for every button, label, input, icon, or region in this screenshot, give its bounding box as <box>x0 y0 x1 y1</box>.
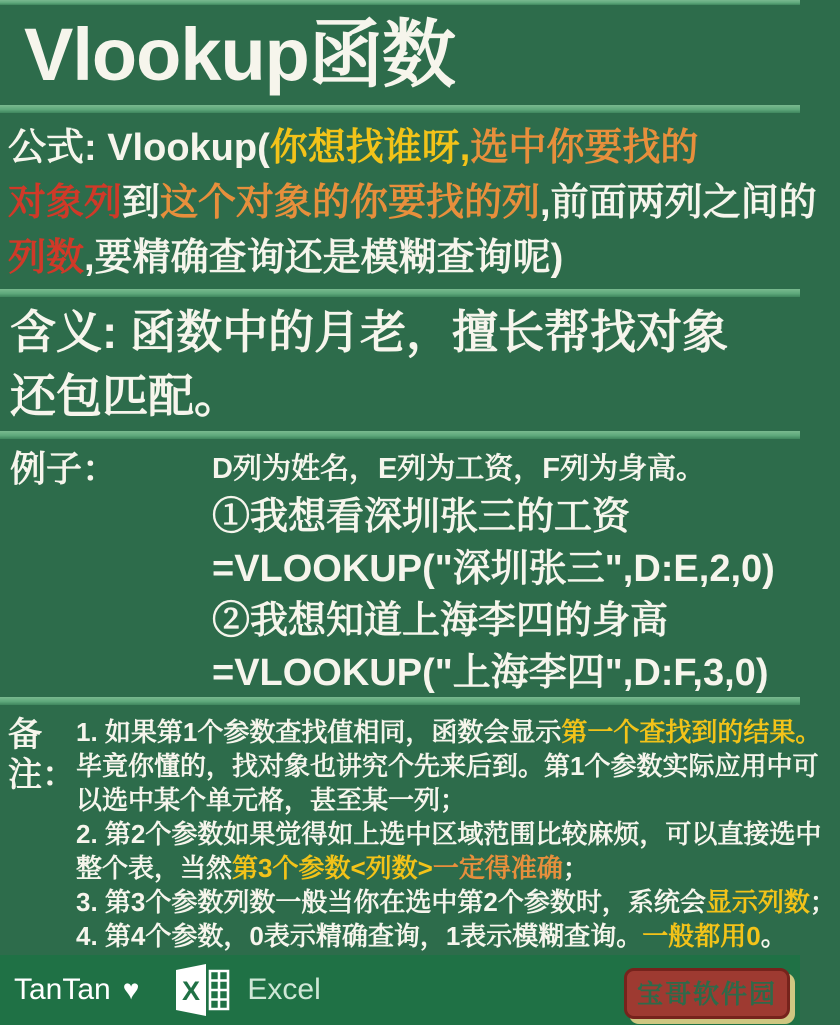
notes-label: 备注： <box>8 716 76 794</box>
text-segment: 显示列数 <box>705 887 810 917</box>
text-segment: ,前面两列之间的 <box>540 182 817 224</box>
text-segment: ； <box>809 887 836 917</box>
text-segment: 1. 如果第1个参数查找值相同，函数会显示 <box>76 717 562 747</box>
section-divider <box>0 431 800 439</box>
text-segment: 你想找谁呀 <box>269 127 460 169</box>
watermark-badge <box>624 968 790 1019</box>
heart-icon: ♥ <box>122 974 140 1005</box>
text-segment: 第3个参数<列数> <box>232 853 433 883</box>
text-segment: 第一个查找到的结果。 <box>561 717 822 747</box>
text-segment: 到 <box>122 182 161 224</box>
section-example <box>0 439 800 697</box>
text-segment: 以选中某个单元格，甚至某一列； <box>76 785 467 815</box>
note-line <box>76 885 836 919</box>
formula-line <box>8 121 792 176</box>
section-formula <box>0 113 817 289</box>
text-segment: 这个对象的你要找的列 <box>160 182 541 224</box>
text-segment: ； <box>562 853 589 883</box>
text-segment: 列数 <box>8 237 85 279</box>
text-segment: , <box>459 127 471 169</box>
section-divider <box>0 105 800 113</box>
footer <box>0 955 800 1025</box>
note-line <box>76 851 836 885</box>
text-segment: 3. 第3个参数列数一般当你在选中第2个参数时，系统会 <box>76 887 706 917</box>
section-divider <box>0 289 800 297</box>
text-segment: 整个表，当然 <box>76 853 233 883</box>
text-segment: 选中你要找的 <box>470 127 699 169</box>
meaning-line: 还包匹配。 <box>10 370 240 422</box>
note-line <box>76 715 836 749</box>
meaning-line: 含义: 函数中的月老，擅长帮找对象 <box>10 306 729 358</box>
brand-text: TanTan <box>14 973 111 1006</box>
excel-label: Excel <box>247 973 321 1006</box>
notes-content <box>76 715 840 955</box>
formula-line <box>8 176 817 231</box>
example-item: ②我想知道上海李四的身高 <box>212 600 669 642</box>
excel-logo-icon <box>173 963 231 1017</box>
svg-text:X: X <box>182 976 201 1006</box>
text-segment: 毕竟你懂的，找对象也讲究个先来后到。第1个参数实际应用中可 <box>76 751 819 781</box>
text-segment: 2. 第2个参数如果觉得如上选中区域范围比较麻烦，可以直接选中 <box>76 819 822 849</box>
text-segment: 一定得准确 <box>432 853 563 883</box>
section-notes <box>0 705 836 955</box>
note-line <box>76 919 836 953</box>
text-segment: 4. 第4个参数，0表示精确查询，1表示模糊查询。 <box>76 921 643 951</box>
text-segment: ,要精确查询还是模糊查询呢) <box>84 237 564 279</box>
example-intro: D列为姓名，E列为工资，F列为身高。 <box>212 453 706 485</box>
formula-line <box>8 231 792 286</box>
watermark-text: 宝哥软件园 <box>636 979 777 1009</box>
note-line <box>76 783 836 817</box>
text-segment: 公式: Vlookup( <box>8 127 270 169</box>
page-title: Vlookup函数 <box>24 13 455 96</box>
text-segment: 一般都用0 <box>642 921 761 951</box>
example-label: 例子： <box>10 448 119 489</box>
text-segment: 对象列 <box>8 182 123 224</box>
note-line <box>76 749 836 783</box>
text-segment: 。 <box>760 921 787 951</box>
example-item: =VLOOKUP("深圳张三",D:E,2,0) <box>212 548 775 590</box>
example-item: ①我想看深圳张三的工资 <box>212 496 631 538</box>
example-content <box>212 447 800 697</box>
title-section <box>0 5 800 105</box>
section-meaning <box>0 297 800 431</box>
example-item: =VLOOKUP("上海李四",D:F,3,0) <box>212 652 769 694</box>
note-line <box>76 817 836 851</box>
